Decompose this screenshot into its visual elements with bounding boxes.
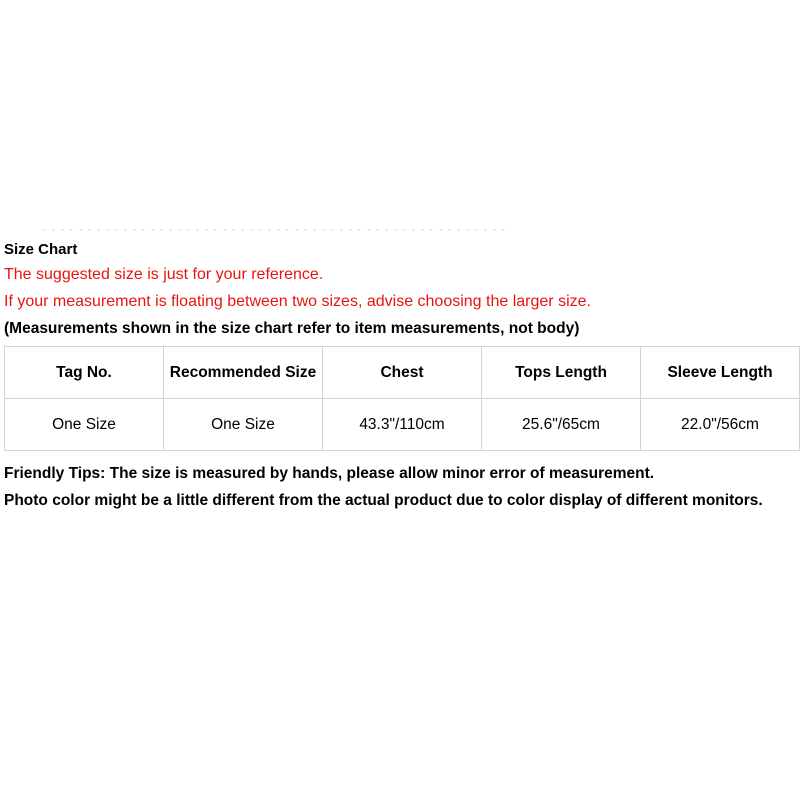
cell-sleeve-length: 22.0"/56cm xyxy=(641,399,800,451)
cell-recommended-size: One Size xyxy=(164,399,323,451)
friendly-tip-measure: Friendly Tips: The size is measured by hands, please allow minor error of measurement. xyxy=(4,465,655,482)
table-header-row xyxy=(5,347,800,399)
faint-divider xyxy=(40,229,510,231)
column-header-sleeve-length: Sleeve Length xyxy=(641,347,800,399)
cell-chest: 43.3"/110cm xyxy=(323,399,482,451)
table-row xyxy=(5,399,800,451)
cell-tops-length: 25.6"/65cm xyxy=(482,399,641,451)
cell-tag-no: One Size xyxy=(5,399,164,451)
reference-note: The suggested size is just for your reference. xyxy=(4,266,324,283)
size-chart-title: Size Chart xyxy=(4,241,78,258)
column-header-chest: Chest xyxy=(323,347,482,399)
column-header-recommended-size: Recommended Size xyxy=(164,347,323,399)
floating-size-note: If your measurement is floating between two sizes, advise choosing the larger size. xyxy=(4,293,591,310)
size-table xyxy=(4,346,800,451)
column-header-tag-no: Tag No. xyxy=(5,347,164,399)
measurements-note: (Measurements shown in the size chart refer to item measurements, not body) xyxy=(4,320,580,337)
friendly-tip-color: Photo color might be a little different from the actual product due to color display of different monitors. xyxy=(4,492,763,509)
column-header-tops-length: Tops Length xyxy=(482,347,641,399)
